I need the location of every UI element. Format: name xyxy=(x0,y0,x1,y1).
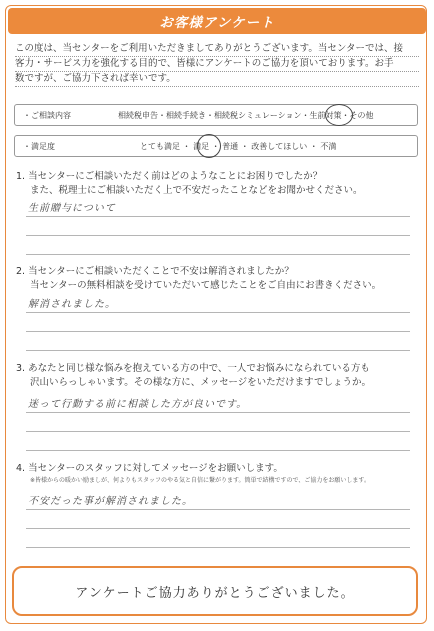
handwritten-answer: 迷って行動する前に相談した方が良いです。 xyxy=(28,399,248,410)
satisfaction-options: とても満足 ・ 満足 ・ 普通 ・ 改善してほしい ・ 不満 xyxy=(140,141,337,151)
intro-line: この度は、当センターをご利用いただきましてありがとうございます。当センターでは、接 xyxy=(15,42,419,57)
consult-type-options: 相続税申告・相続手続き・相続税シミュレーション・生前対策・その他 xyxy=(118,110,374,120)
consult-type-label: ・ご相談内容 xyxy=(23,110,71,120)
survey-title: お客様アンケート xyxy=(159,15,275,31)
handwritten-answer: 不安だった事が解消されました。 xyxy=(28,496,193,507)
satisfaction-selected-circle xyxy=(197,134,221,158)
question-text: また、税理士にご相談いただく上で不安だったことなどをお聞かせください。 xyxy=(30,185,363,196)
consult-selected-circle xyxy=(325,104,353,126)
survey-header xyxy=(8,8,426,34)
question-4 xyxy=(16,462,420,486)
consult-type-row xyxy=(14,104,418,126)
question-text: 当センターの無料相談を受けていただいて感じたことをご自由にお書きください。 xyxy=(30,280,382,291)
question-text: 4. 当センターのスタッフに対してメッセージをお願いします。 xyxy=(16,463,283,474)
handwritten-answer: 生前贈与について xyxy=(28,203,116,214)
answer-area-1[interactable] xyxy=(26,198,410,255)
question-text: 1. 当センターにご相談いただく前はどのようなことにお困りでしたか？ xyxy=(16,171,323,182)
question-2 xyxy=(16,265,420,293)
satisfaction-label: ・満足度 xyxy=(23,141,55,151)
intro-line: 数ですが、ご協力下されば幸いです。 xyxy=(15,72,419,87)
answer-area-2[interactable] xyxy=(26,294,410,351)
intro-line: 客力・サービス力を強化する目的で、皆様にアンケートのご協力を頂いております。お手 xyxy=(15,57,419,72)
question-3 xyxy=(16,362,420,390)
question-text: 2. 当センターにご相談いただくことで不安は解消されましたか？ xyxy=(16,266,294,277)
question-text: 3. あなたと同じ様な悩みを抱えている方の中で、一人でお悩みになられている方も xyxy=(16,363,370,374)
answer-area-4[interactable] xyxy=(26,491,410,548)
thanks-message: アンケートご協力ありがとうございました。 xyxy=(75,585,355,601)
question-text: 沢山いらっしゃいます。その様な方に、メッセージをいただけますでしょうか。 xyxy=(30,377,371,388)
answer-area-3[interactable] xyxy=(26,394,410,451)
thanks-box xyxy=(12,566,418,616)
handwritten-answer: 解消されました。 xyxy=(28,299,116,310)
question-note: ※皆様からの暖かい励ましが、何よりもスタッフのやる気と自信に繋がります。簡単で結構ですので、ご協力をお願いします。 xyxy=(30,477,370,484)
intro-text xyxy=(15,42,419,87)
question-1 xyxy=(16,170,420,198)
